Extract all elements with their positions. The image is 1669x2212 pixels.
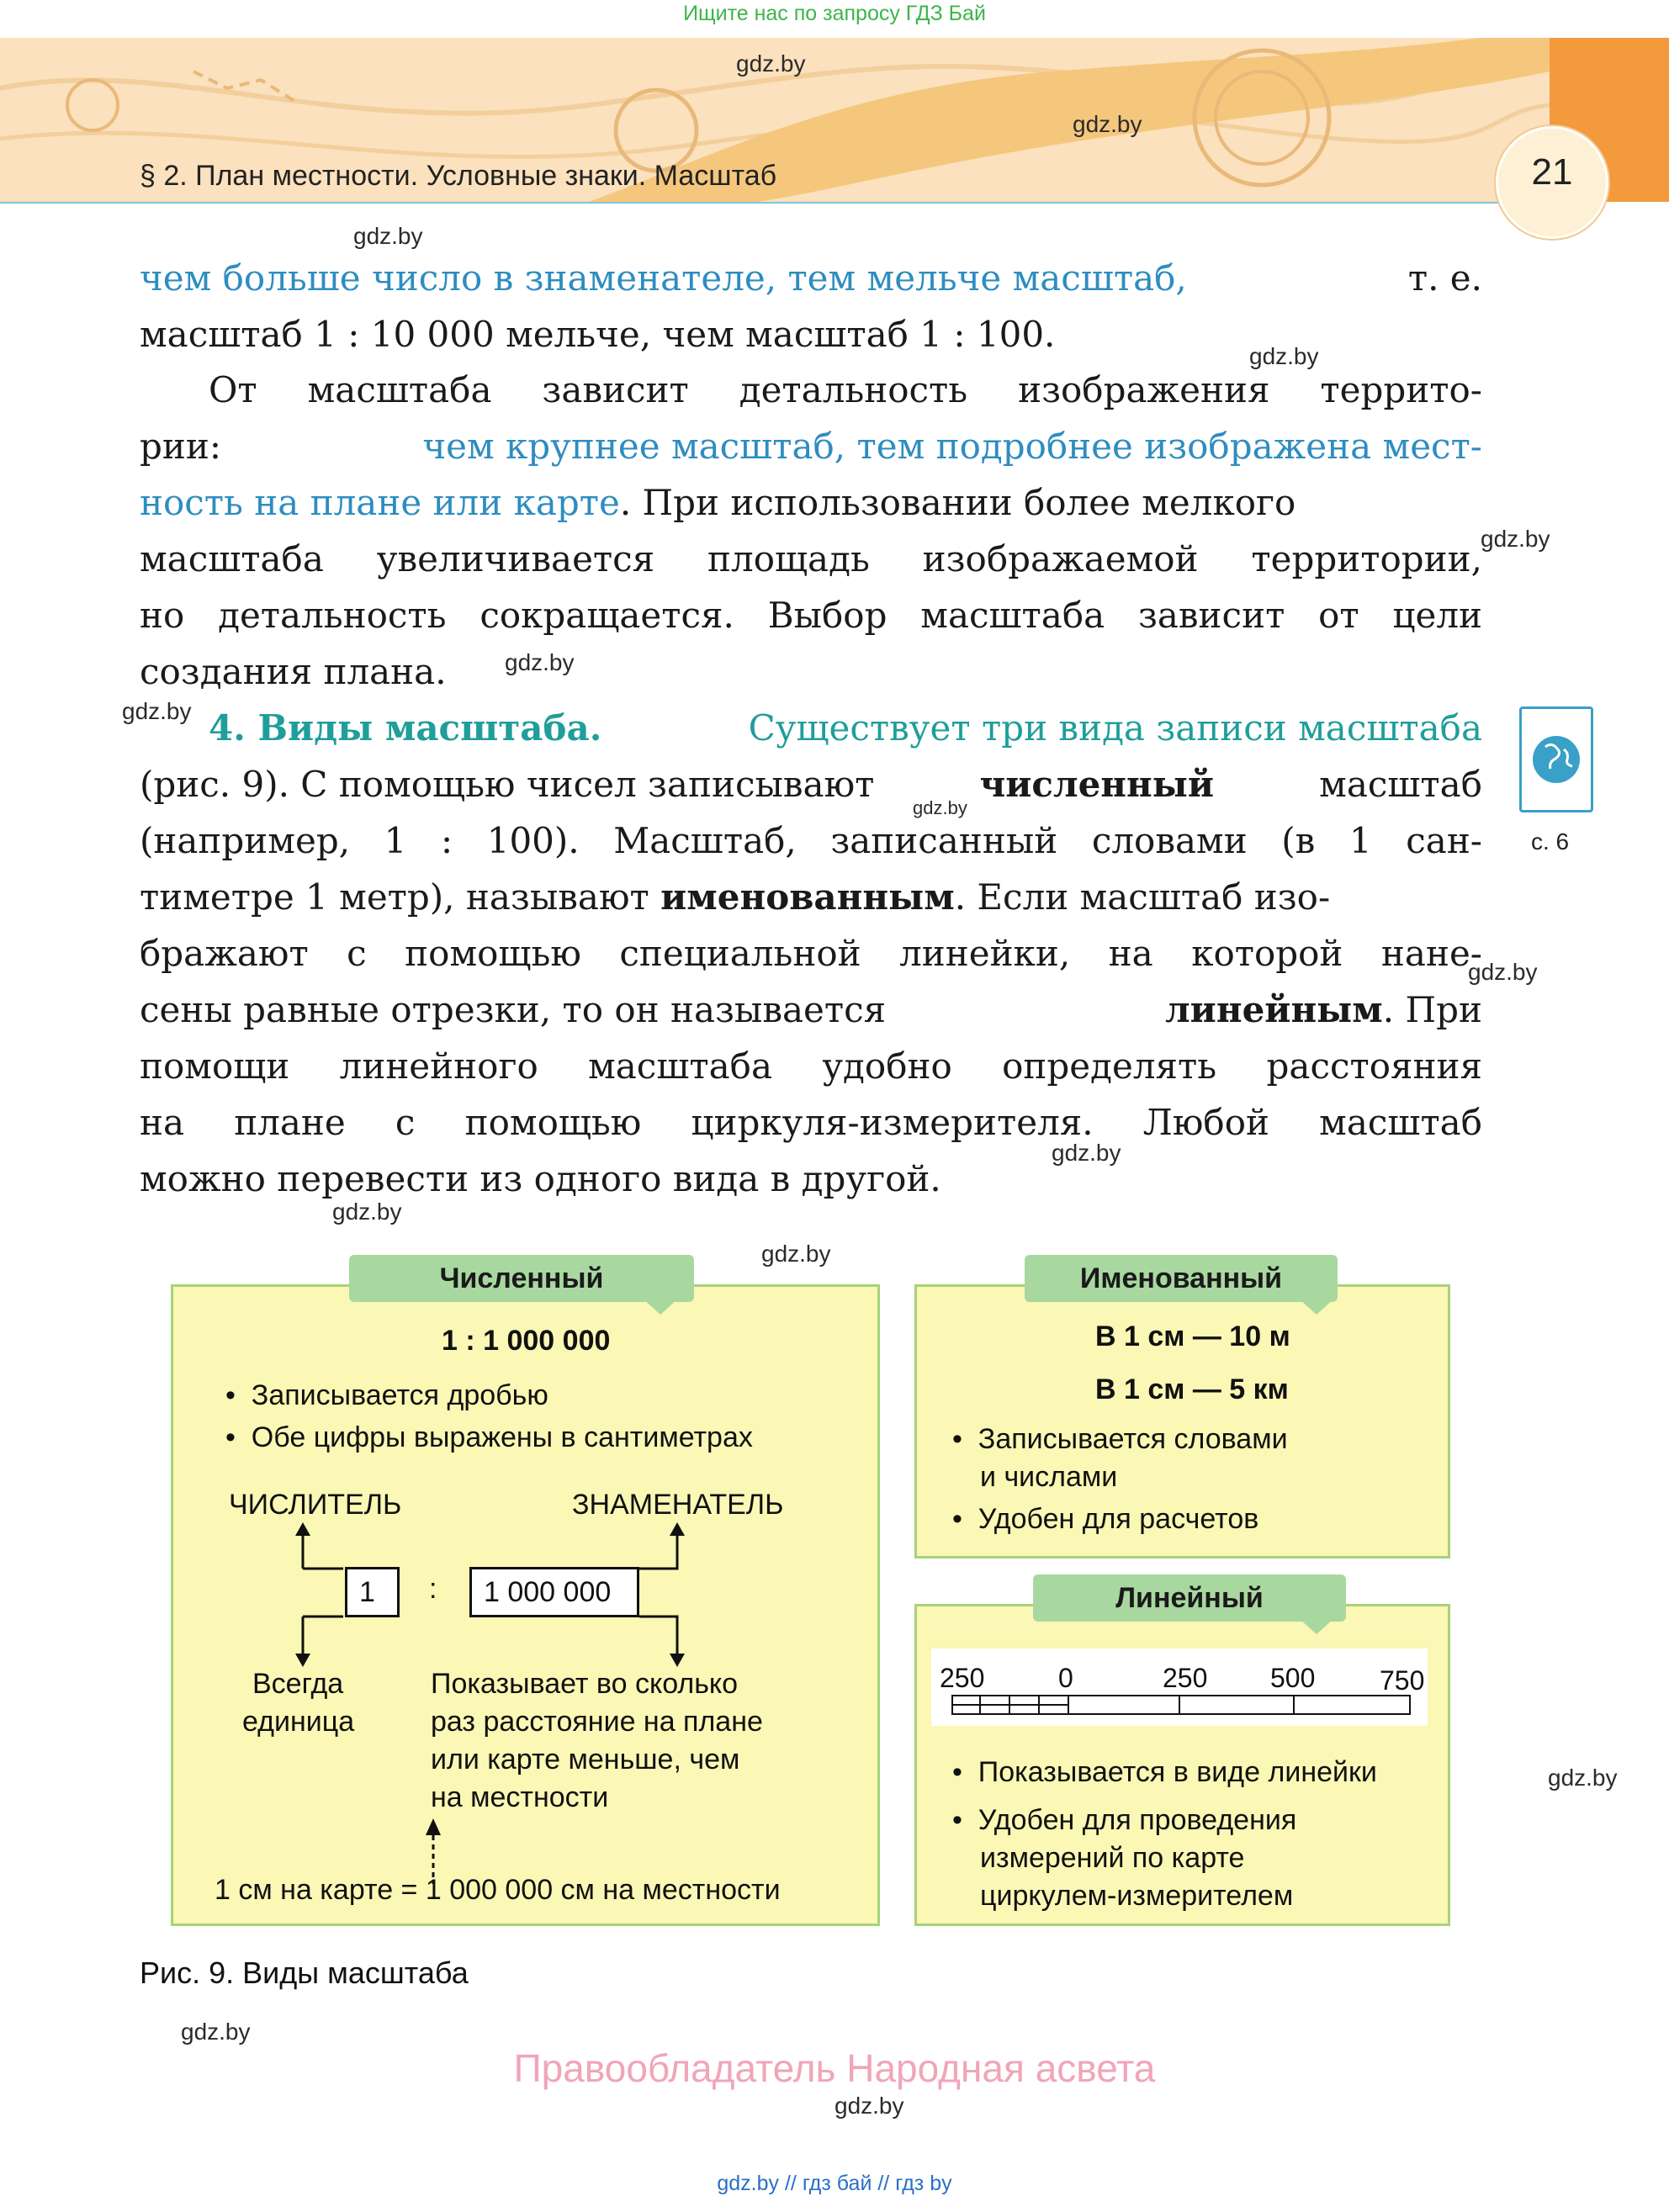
text-span: масштаб (1319, 764, 1482, 805)
bullet-item: • Записывается дробью (225, 1379, 548, 1411)
ruler-tick-label: 250 (1163, 1663, 1208, 1693)
subheading: 4. Виды масштаба. (209, 707, 602, 749)
watermark: gdz.by (1468, 959, 1538, 985)
always-one-label: единица (242, 1706, 355, 1738)
header-rule (0, 202, 1550, 204)
text-line: бражают с помощью специальной линейки, на которой нане- (140, 933, 1482, 974)
watermark: gdz.by (1249, 343, 1319, 369)
watermark: gdz.by (1548, 1765, 1618, 1791)
watermark: gdz.by (332, 1199, 402, 1225)
numeric-scale-tag: Численный (349, 1255, 694, 1302)
text-line: масштаба увеличивается площадь изображаемой территории, (140, 538, 1482, 579)
bullet-item: • Удобен для проведения (952, 1804, 1297, 1836)
text-span: именованным (660, 876, 955, 918)
text-line: можно перевести из одного вида в другой. (140, 1158, 941, 1199)
watermark: gdz.by (181, 2019, 251, 2045)
named-example: В 1 см — 10 м (1095, 1320, 1290, 1352)
section-title: § 2. План местности. Условные знаки. Масштаб (140, 160, 777, 192)
bullet-text: и числами (980, 1461, 1118, 1493)
text-span: численный (979, 764, 1215, 805)
ruler-tick-label: 0 (1058, 1663, 1073, 1693)
denominator-box: 1 000 000 (469, 1567, 639, 1617)
paragraph-2 (140, 362, 1482, 700)
bullet-text: циркулем-измерителем (980, 1880, 1294, 1912)
text-line: на плане с помощью циркуля-измерителя. Любой масштаб (140, 1102, 1482, 1143)
text-span: чем крупнее масштаб, тем подробнее изображена мест- (422, 426, 1482, 467)
figure-caption: Рис. 9. Виды масштаба (140, 1955, 469, 1990)
bullet-text: Удобен для расчетов (978, 1503, 1259, 1535)
watermark: gdz.by (505, 649, 575, 675)
bullet-text: Показывается в виде линейки (978, 1756, 1377, 1788)
textbook-reference-icon (1519, 706, 1593, 812)
page-number: 21 (1531, 151, 1573, 193)
bullet-text: Обе цифры выражены в сантиметрах (251, 1421, 753, 1453)
text-line: масштаб 1 : 10 000 мельче, чем масштаб 1 : 100. (140, 314, 1056, 355)
globe-icon (1522, 709, 1591, 810)
shows-text: Показывает во сколько (431, 1668, 739, 1700)
text-span: . При использовании более мелкого (619, 482, 1296, 523)
named-scale-tag: Именованный (1025, 1255, 1338, 1302)
text-line: помощи линейного масштаба удобно определять расстояния (140, 1045, 1482, 1087)
ruler-tick-label: 250 (940, 1663, 985, 1693)
footer-links: gdz.by // гдз бай // гдз by (717, 2172, 952, 2195)
shows-text: раз расстояние на плане (431, 1706, 763, 1738)
numerator-label: ЧИСЛИТЕЛЬ (229, 1489, 402, 1521)
linear-scale-ruler (951, 1692, 1413, 1717)
scale-equation: 1 см на карте = 1 000 000 см на местности (215, 1874, 781, 1906)
text-span: сены равные отрезки, то он называется (140, 989, 887, 1030)
always-one-label: Всегда (252, 1668, 344, 1700)
bullet-item: • Показывается в виде линейки (952, 1756, 1377, 1788)
search-hint: Ищите нас по запросу ГДЗ Бай (683, 2, 986, 25)
watermark: gdz.by (1481, 526, 1550, 552)
linear-scale-tag: Линейный (1033, 1574, 1346, 1622)
bullet-text: Записывается словами (978, 1423, 1288, 1455)
text-line: но детальность сокращается. Выбор масштаба зависит от цели (140, 595, 1482, 636)
text-line: создания плана. (140, 651, 447, 692)
text-span: чем больше число в знаменателе, тем мельче масштаб, (140, 257, 1187, 299)
text-span: (рис. 9). С помощью чисел записывают (140, 764, 875, 805)
copyright-owner: Правообладатель Народная асвета (513, 2046, 1156, 2090)
tag-pointer (1300, 1619, 1333, 1636)
page-reference: с. 6 (1531, 828, 1570, 855)
paragraph-3 (140, 700, 1482, 1207)
shows-text: на местности (431, 1781, 609, 1813)
bullet-text: измерений по карте (980, 1842, 1245, 1874)
watermark: gdz.by (913, 797, 967, 818)
denominator-label: ЗНАМЕНАТЕЛЬ (572, 1489, 784, 1521)
watermark: gdz.by (1052, 1140, 1121, 1166)
watermark: gdz.by (736, 50, 806, 77)
watermark: gdz.by (834, 2093, 904, 2119)
watermark: gdz.by (122, 698, 192, 724)
watermark: gdz.by (1073, 111, 1142, 137)
shows-text: или карте меньше, чем (431, 1744, 740, 1775)
ruler-tick-label: 750 (1380, 1665, 1425, 1696)
text-span: т. е. (1407, 257, 1482, 299)
bullet-item: • Обе цифры выражены в сантиметрах (225, 1421, 753, 1453)
bullet-text: Удобен для проведения (978, 1804, 1297, 1836)
tag-pointer (1300, 1299, 1333, 1316)
watermark: gdz.by (761, 1241, 831, 1267)
bullet-text: Записывается дробью (251, 1379, 548, 1411)
text-span: . При (1382, 989, 1482, 1030)
fraction-colon: : (429, 1573, 437, 1605)
text-span: рии: (140, 426, 222, 467)
text-span: линейным (1165, 989, 1383, 1030)
text-line: (например, 1 : 100). Масштаб, записанный словами (в 1 сан- (140, 820, 1482, 861)
text-line: От масштаба зависит детальность изображения террито- (209, 369, 1482, 410)
paragraph-1 (140, 250, 1482, 362)
watermark: gdz.by (353, 223, 423, 249)
text-span: Существует три вида записи масштаба (748, 707, 1482, 749)
ruler-tick-label: 500 (1270, 1663, 1316, 1693)
numerator-box: 1 (345, 1567, 400, 1617)
tag-pointer (644, 1299, 677, 1316)
text-span: . Если масштаб изо- (954, 876, 1331, 918)
named-example: В 1 см — 5 км (1095, 1373, 1289, 1405)
text-span: тиметре 1 метр), называют (140, 876, 649, 918)
bullet-item: • Удобен для расчетов (952, 1503, 1259, 1535)
bullet-item: • Записывается словами (952, 1423, 1288, 1455)
numeric-example: 1 : 1 000 000 (442, 1325, 611, 1357)
text-span: ность на плане или карте (140, 482, 620, 523)
